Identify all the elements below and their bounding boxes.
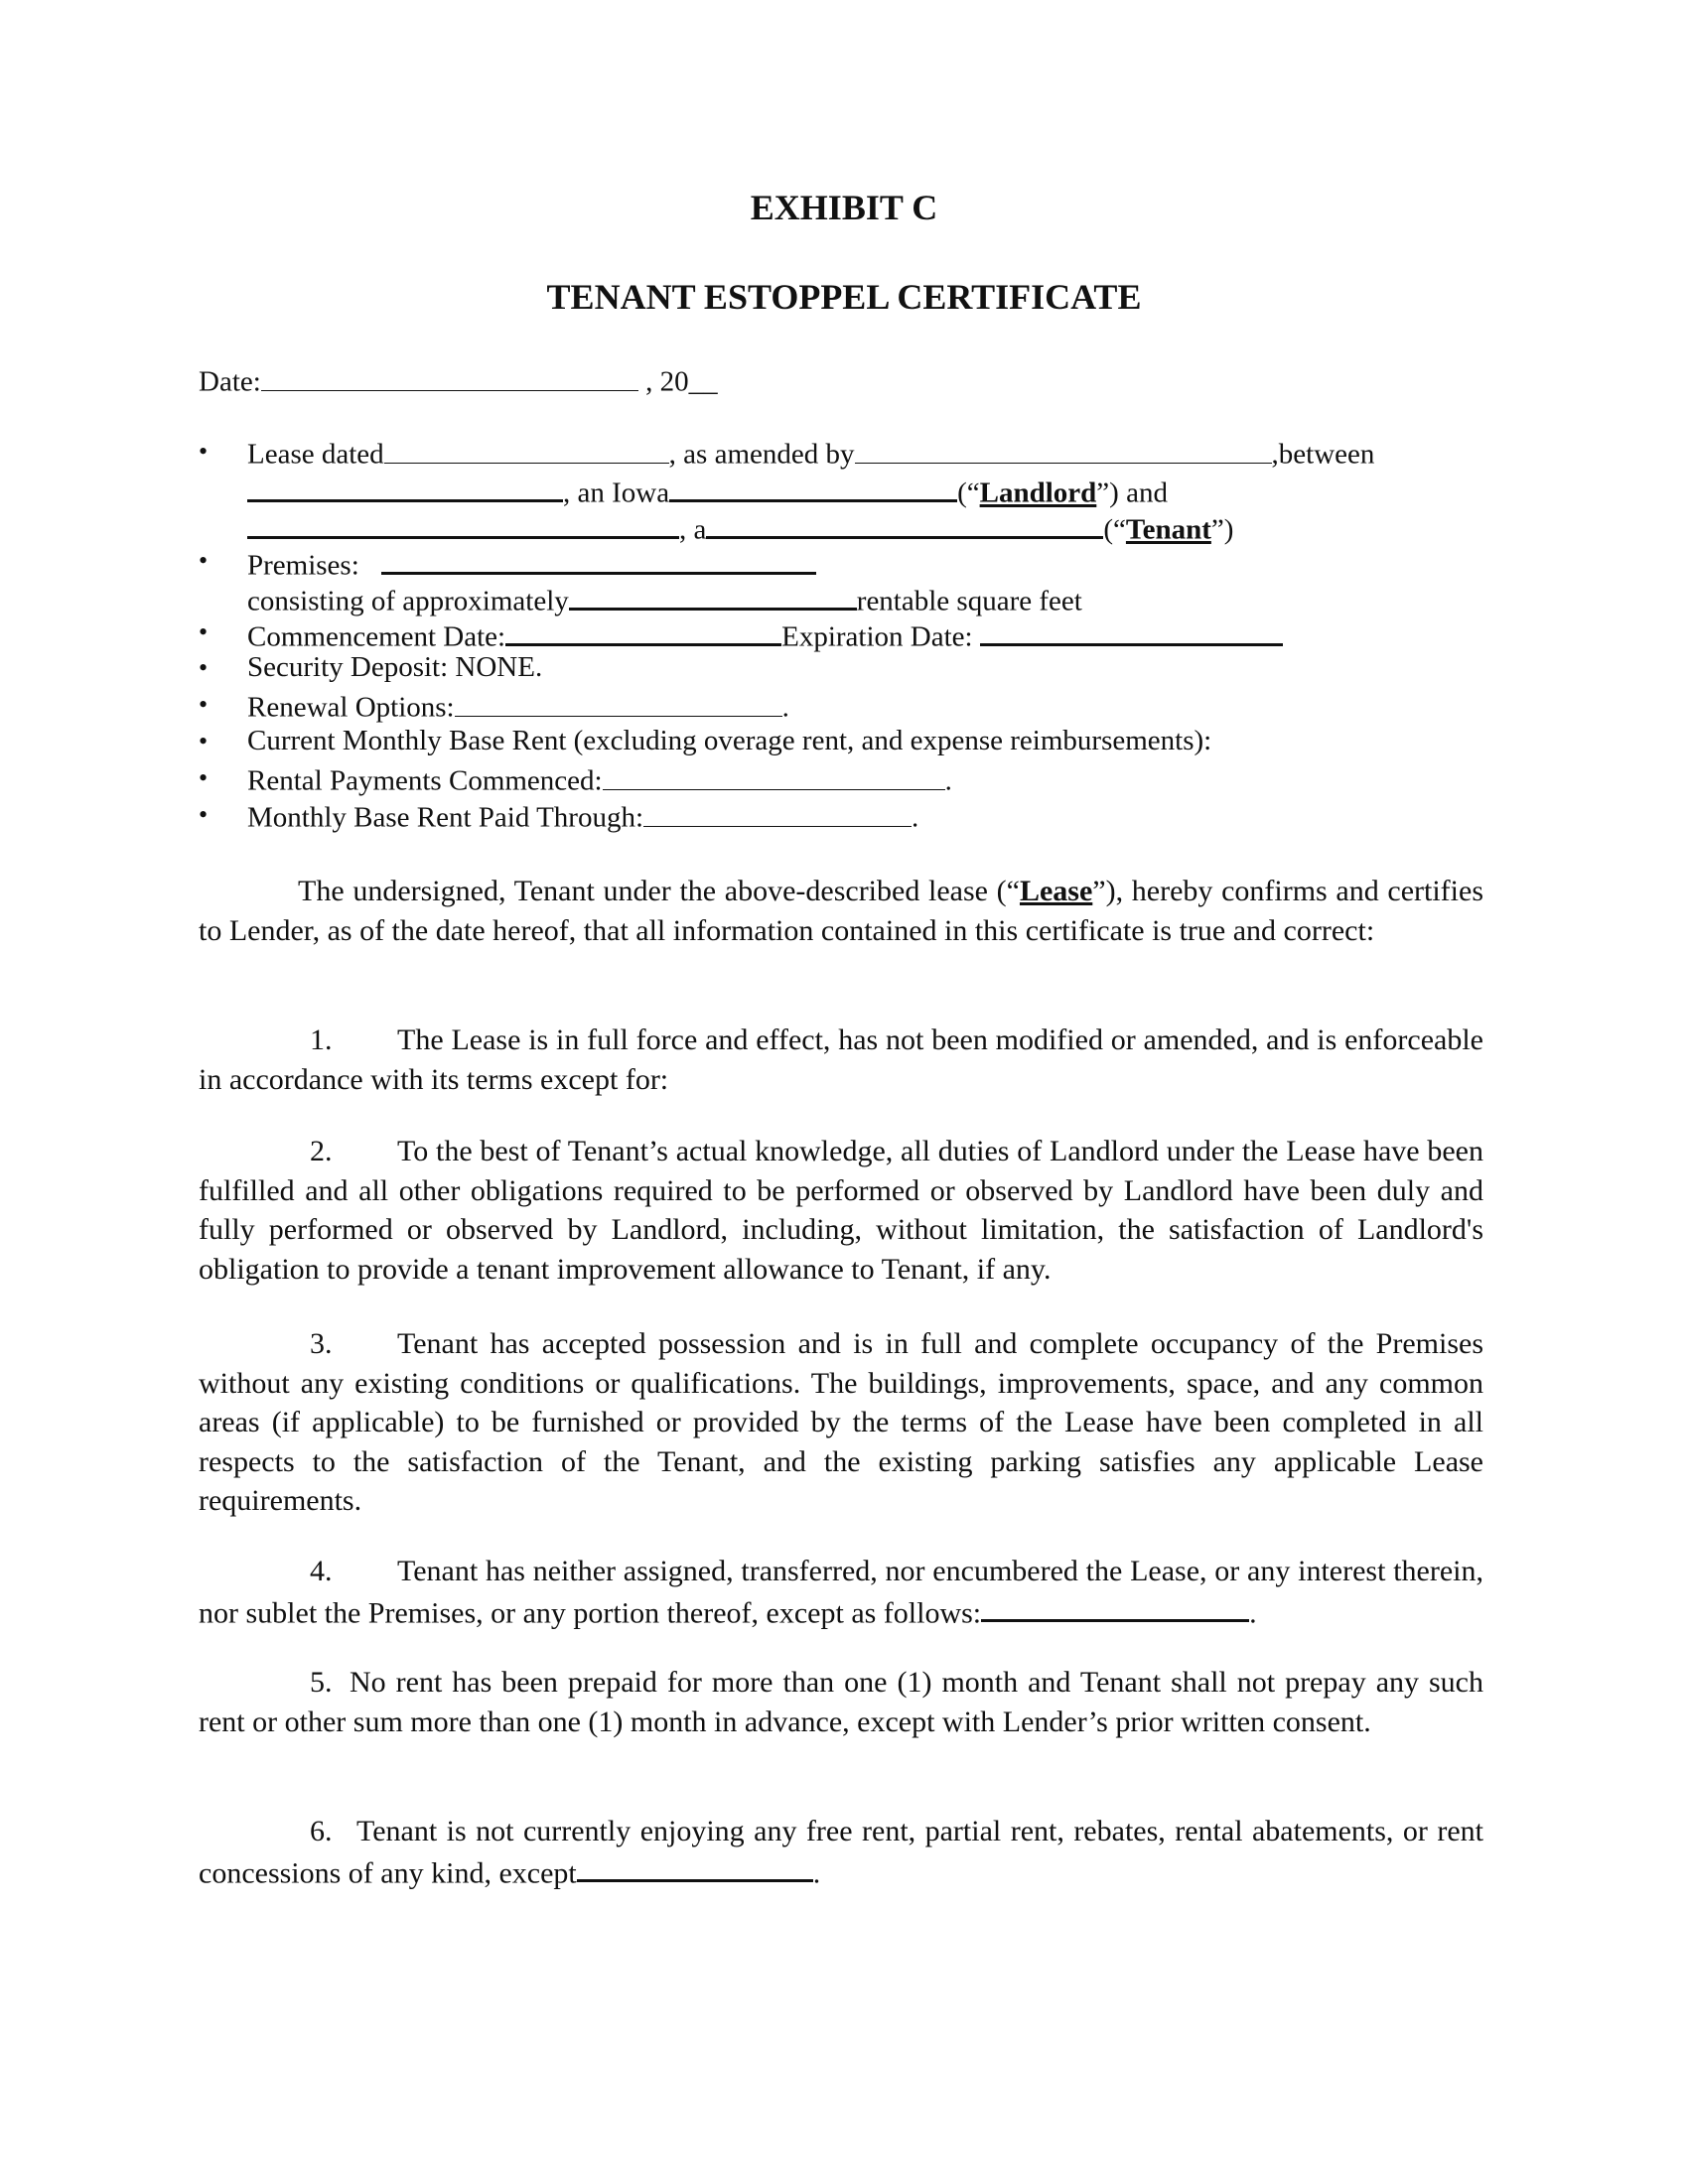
- bullet-icon: •: [199, 800, 209, 829]
- amended-by-label: , as amended by: [668, 438, 855, 471]
- an-iowa-label: , an Iowa: [563, 477, 670, 509]
- paid-through-blank[interactable]: [643, 798, 912, 827]
- between-label: ,between: [1271, 438, 1375, 471]
- bullet-icon: •: [199, 690, 209, 719]
- paragraph-4: [199, 1552, 1483, 1633]
- period: .: [1249, 1596, 1257, 1629]
- paid-through-label: Monthly Base Rent Paid Through:: [247, 801, 644, 834]
- rental-payments-label: Rental Payments Commenced:: [247, 764, 603, 797]
- bullet-icon: •: [199, 727, 209, 755]
- paragraph-number: 4.: [310, 1555, 333, 1587]
- date-line: [199, 362, 718, 399]
- consisting-label: consisting of approximately: [247, 585, 569, 617]
- commencement-date-label: Commencement Date:: [247, 620, 506, 653]
- paragraph-number: 5.: [310, 1666, 333, 1699]
- date-label: Date:: [199, 365, 261, 398]
- date-year-suffix: , 20__: [637, 365, 718, 398]
- certificate-title: TENANT ESTOPPEL CERTIFICATE: [546, 277, 1142, 317]
- paragraph-text: Tenant has accepted possession and is in full and complete occupancy of the Premises without any existing conditions or qualifications. The buildings, improvements, space, and any common areas (if applicable) to be furnished or provided by the terms of the Lease have been completed in all respects to the satisfaction of the Tenant, and the existing parking satisfies any applicable Lease requirements.: [199, 1327, 1483, 1517]
- lease-dated-label: Lease dated: [247, 438, 384, 471]
- dates-line: [247, 615, 1283, 654]
- square-feet-blank[interactable]: [569, 580, 857, 611]
- landlord-defined-term: Landlord: [979, 477, 1097, 509]
- paragraph-text: Tenant is not currently enjoying any free rent, partial rent, rebates, rental abatements, or rent concessions of any kind, except: [199, 1815, 1483, 1889]
- amended-by-blank[interactable]: [855, 435, 1272, 464]
- lease-date-blank[interactable]: [384, 435, 669, 464]
- bullet-icon: •: [199, 437, 209, 466]
- paid-through-line: [247, 798, 918, 835]
- paragraph-number: 3.: [310, 1327, 333, 1360]
- commencement-date-blank[interactable]: [505, 615, 781, 646]
- security-deposit-line: Security Deposit: NONE.: [247, 651, 543, 683]
- period: .: [944, 764, 952, 797]
- rental-payments-line: [247, 761, 952, 798]
- date-blank[interactable]: [261, 362, 638, 391]
- tenant-close: ”): [1210, 513, 1234, 546]
- premises-size-line: [247, 580, 1082, 618]
- paragraph-1: [199, 1021, 1483, 1099]
- bullet-icon: •: [199, 763, 209, 792]
- renewal-options-line: [247, 688, 789, 725]
- intro-text-after: ”), hereby confirms and certifies to Lender, as of the date hereof, that all information contained in this certificate is true and correct:: [199, 875, 1483, 947]
- paragraph-2: [199, 1132, 1483, 1289]
- rentable-label: rentable square feet: [856, 585, 1082, 617]
- a-label: , a: [679, 513, 707, 546]
- paragraph-text: Tenant has neither assigned, transferred, nor encumbered the Lease, or any interest therein, nor sublet the Premises, or any portion thereof, except as follows:: [199, 1555, 1483, 1629]
- bullet-icon: •: [199, 653, 209, 682]
- landlord-entity-blank[interactable]: [669, 472, 957, 502]
- quote-open: (“: [1103, 513, 1126, 546]
- landlord-name-blank[interactable]: [247, 472, 563, 502]
- quote-open: (“: [957, 477, 980, 509]
- tenant-name-blank[interactable]: [247, 508, 679, 539]
- period: .: [912, 801, 919, 834]
- tenant-entity-blank[interactable]: [706, 508, 1103, 539]
- paragraph-text: No rent has been prepaid for more than one (1) month and Tenant shall not prepay any such rent or other sum more than one (1) month in advance, except with Lender’s prior written consent.: [199, 1666, 1483, 1738]
- paragraph-number: 6.: [310, 1815, 333, 1847]
- premises-line: [247, 544, 816, 583]
- bullet-icon: •: [199, 546, 209, 575]
- bullet-icon: •: [199, 617, 209, 646]
- premises-label: Premises:: [247, 549, 359, 582]
- period: .: [781, 691, 789, 724]
- paragraph-number: 1.: [310, 1024, 333, 1056]
- intro-paragraph: [199, 872, 1483, 950]
- current-rent-line: Current Monthly Base Rent (excluding overage rent, and expense reimbursements):: [247, 725, 1212, 756]
- sublet-exceptions-blank[interactable]: [981, 1591, 1249, 1623]
- tenant-defined-term: Tenant: [1125, 513, 1211, 546]
- renewal-options-blank[interactable]: [455, 688, 782, 717]
- paragraph-3: [199, 1324, 1483, 1521]
- premises-blank[interactable]: [381, 544, 816, 575]
- period: .: [812, 1856, 821, 1889]
- expiration-date-label: Expiration Date:: [781, 620, 973, 653]
- lease-line-2: [247, 472, 1168, 510]
- renewal-options-label: Renewal Options:: [247, 691, 455, 724]
- lease-line-3: [247, 508, 1233, 547]
- rent-concessions-blank[interactable]: [577, 1851, 813, 1883]
- lease-line-1: [247, 435, 1374, 472]
- paragraph-5: [199, 1663, 1483, 1741]
- paragraph-text: The Lease is in full force and effect, has not been modified or amended, and is enforceable in accordance with its terms except for:: [199, 1024, 1483, 1096]
- paragraph-number: 2.: [310, 1135, 333, 1167]
- expiration-date-blank[interactable]: [980, 615, 1283, 646]
- rental-payments-blank[interactable]: [603, 761, 945, 790]
- paragraph-text: To the best of Tenant’s actual knowledge, all duties of Landlord under the Lease have been fulfilled and all other obligations required to be performed or observed by Landlord have been duly and fully performed or observed by Landlord, including, without limitation, the satisfaction of Landlord's obligation to provide a tenant improvement allowance to Tenant, if any.: [199, 1135, 1483, 1286]
- landlord-close: ”) and: [1096, 477, 1168, 509]
- lease-defined-term: Lease: [1019, 875, 1093, 907]
- paragraph-6: [199, 1812, 1483, 1893]
- intro-text-before: The undersigned, Tenant under the above-described lease (“: [298, 875, 1020, 907]
- exhibit-title: EXHIBIT C: [750, 188, 938, 227]
